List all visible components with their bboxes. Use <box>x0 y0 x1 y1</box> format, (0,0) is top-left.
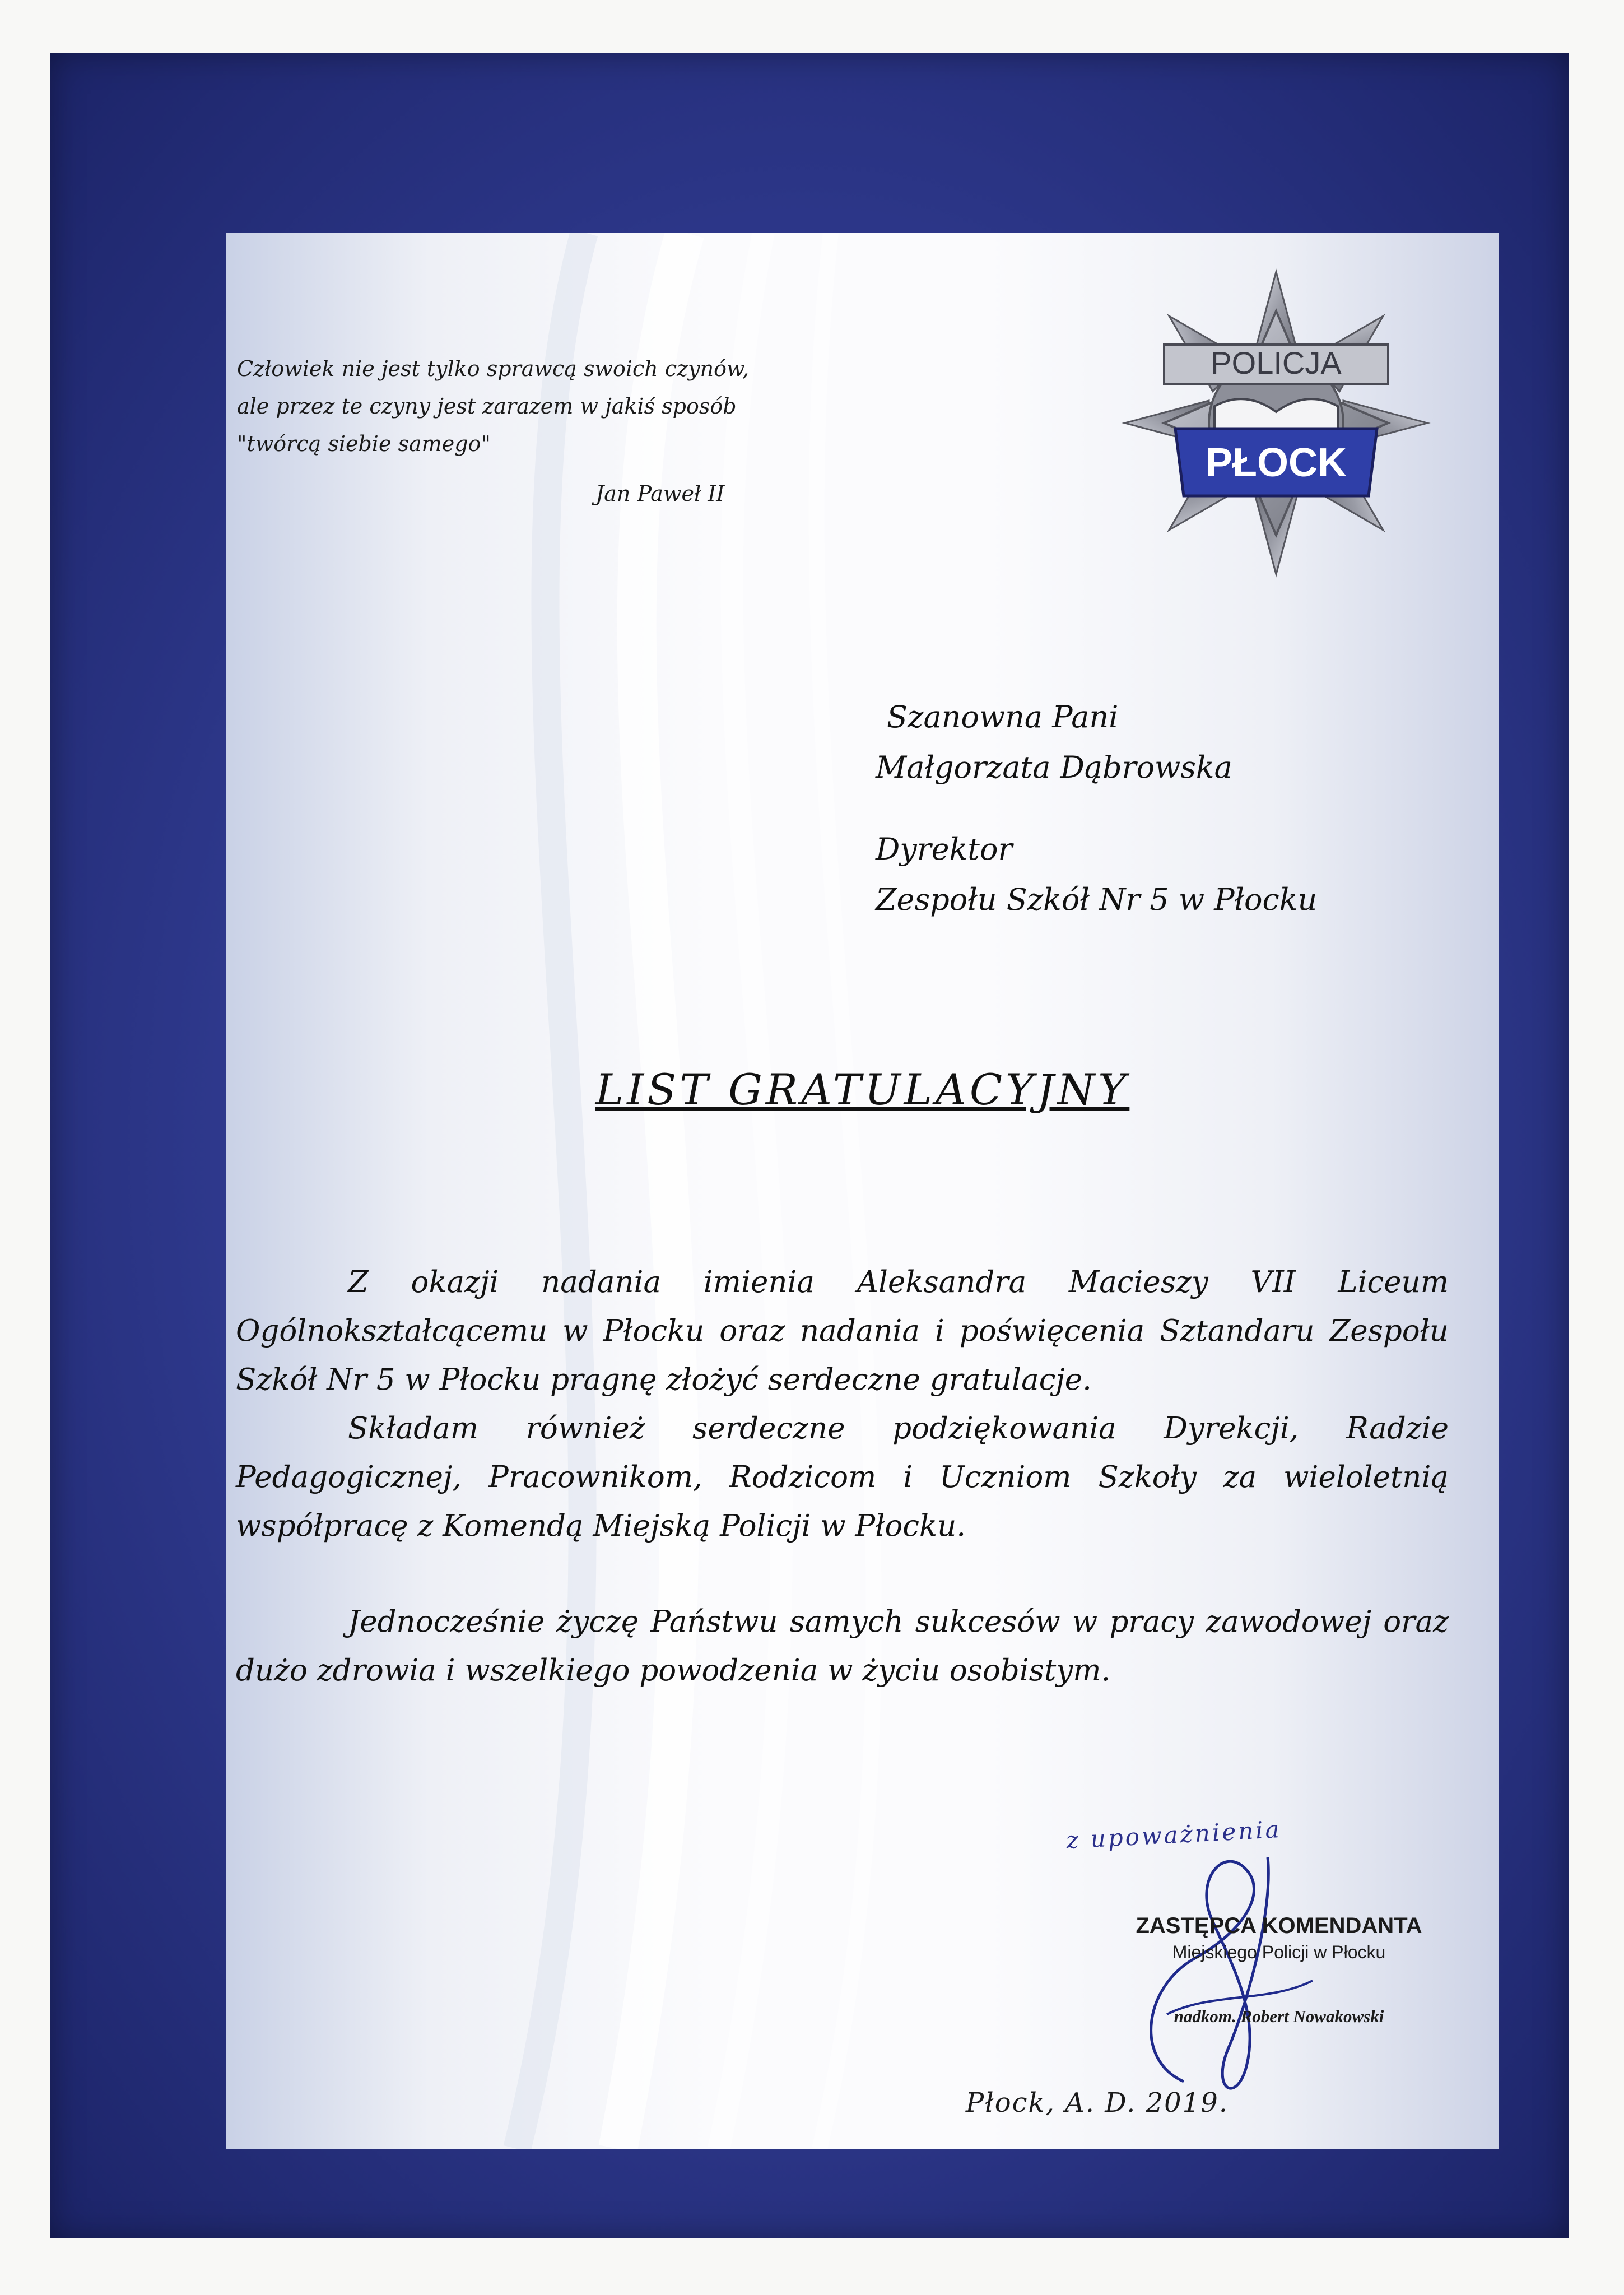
place-and-date: Płock, A. D. 2019. <box>965 2087 1229 2119</box>
salutation: Szanowna Pani <box>887 699 1119 735</box>
quote-block <box>237 350 797 513</box>
stamp-title: ZASTĘPCA KOMENDANTA <box>1136 1913 1422 1938</box>
blue-frame-border <box>50 53 1569 2238</box>
quote-author: Jan Paweł II <box>595 481 725 506</box>
addressee-name: Małgorzata Dąbrowska <box>876 750 1232 785</box>
body-paragraph: Z okazji nadania imienia Aleksandra Macieszy VII Liceum Ogólnokształcącemu w Płocku oraz nadania i poświęcenia Sztandaru Zespołu Szkół Nr 5 w Płocku pragnę złożyć serdeczne gratulacje. <box>236 1265 1449 1397</box>
police-star-badge-icon <box>1119 266 1433 580</box>
handwritten-note: z upoważnienia <box>1065 1815 1282 1855</box>
badge-top-text: POLICJA <box>1211 345 1342 380</box>
letter-body <box>236 1258 1449 1695</box>
quote-line: ale przez te czyny jest zarazem w jakiś sposób <box>237 394 737 419</box>
badge-bottom-text: PŁOCK <box>1206 440 1347 485</box>
addressee-position: Dyrektor <box>876 831 1013 867</box>
stamp-unit: Miejskiego Policji w Płocku <box>1172 1942 1386 1962</box>
quote-line: "twórcą siebie samego" <box>237 431 491 456</box>
addressee-block <box>876 692 1464 925</box>
body-paragraph: Składam również serdeczne podziękowania Dyrekcji, Radzie Pedagogicznej, Pracownikom, Rodzicom i Uczniom Szkoły za wieloletnią współpracę z Komendą Miejską Policji w Płocku. <box>236 1411 1449 1543</box>
addressee-institution: Zespołu Szkół Nr 5 w Płocku <box>876 882 1318 917</box>
quote-line: Człowiek nie jest tylko sprawcą swoich czynów, <box>237 356 750 381</box>
official-stamp <box>1097 1913 1461 2027</box>
certificate-panel <box>226 233 1499 2149</box>
body-paragraph: Jednocześnie życzę Państwu samych sukcesów w pracy zawodowej oraz dużo zdrowia i wszelkiego powodzenia w życiu osobistym. <box>236 1605 1449 1688</box>
document-title: LIST GRATULACYJNY <box>595 1065 1130 1114</box>
stamp-name: nadkom. Robert Nowakowski <box>1174 2006 1384 2026</box>
